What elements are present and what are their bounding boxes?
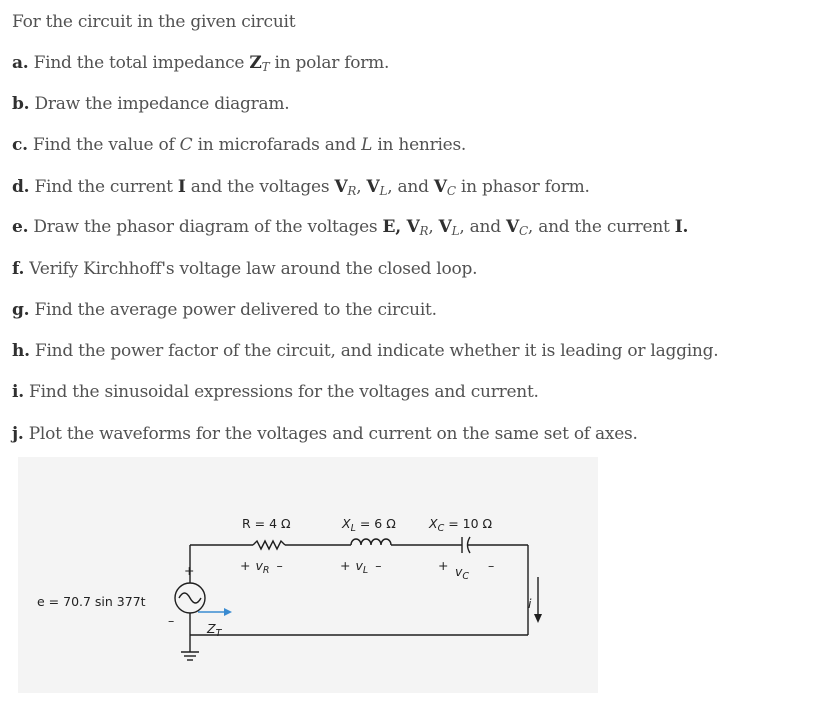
vc-plus: + (438, 558, 449, 573)
circuit-figure (18, 457, 598, 693)
item-i: i. Find the sinusoidal expressions for the voltages and current. (12, 382, 539, 402)
inductor-label: $X_L = 6$ Ω (342, 516, 396, 534)
item-c: c. Find the value of C in microfarads and L in henries. (12, 135, 467, 155)
item-h: h. Find the power factor of the circuit, and indicate whether it is leading or lagging. (12, 341, 719, 361)
vc-minus: – (488, 558, 495, 573)
source-plus: + (184, 563, 195, 578)
vc-label: $v_C$ (455, 564, 470, 582)
resistor-symbol (253, 541, 285, 549)
item-j: j. Plot the waveforms for the voltages and current on the same set of axes. (12, 424, 638, 444)
capacitor-label: $X_C = 10$ Ω (429, 516, 493, 534)
item-g: g. Find the average power delivered to the circuit. (12, 300, 437, 320)
vl-label: + $v_L$ – (340, 558, 382, 576)
item-b: b. Draw the impedance diagram. (12, 94, 290, 114)
item-f: f. Verify Kirchhoff's voltage law around the closed loop. (12, 259, 478, 279)
zt-label: $Z_T$ (207, 621, 222, 639)
intro-text: For the circuit in the given circuit (12, 12, 296, 32)
item-d: d. Find the current I and the voltages $V_R$, $V_L$, and $V_C$ in phasor form. (12, 177, 590, 198)
current-label: i (528, 596, 532, 611)
sine-wave-icon (179, 593, 201, 603)
circuit-diagram (18, 457, 598, 693)
resistor-label: R = 4 Ω (242, 516, 291, 531)
item-a: a. Find the total impedance $Z_T$ in polar form. (12, 53, 390, 74)
item-e: e. Draw the phasor diagram of the voltages E, $V_R$, $V_L$, and $V_C$, and the current I. (12, 217, 689, 238)
source-label: e = 70.7 sin 377t (37, 594, 146, 609)
inductor-symbol (351, 539, 391, 545)
source-minus: – (168, 613, 175, 628)
vr-label: + $v_R$ – (240, 558, 283, 576)
